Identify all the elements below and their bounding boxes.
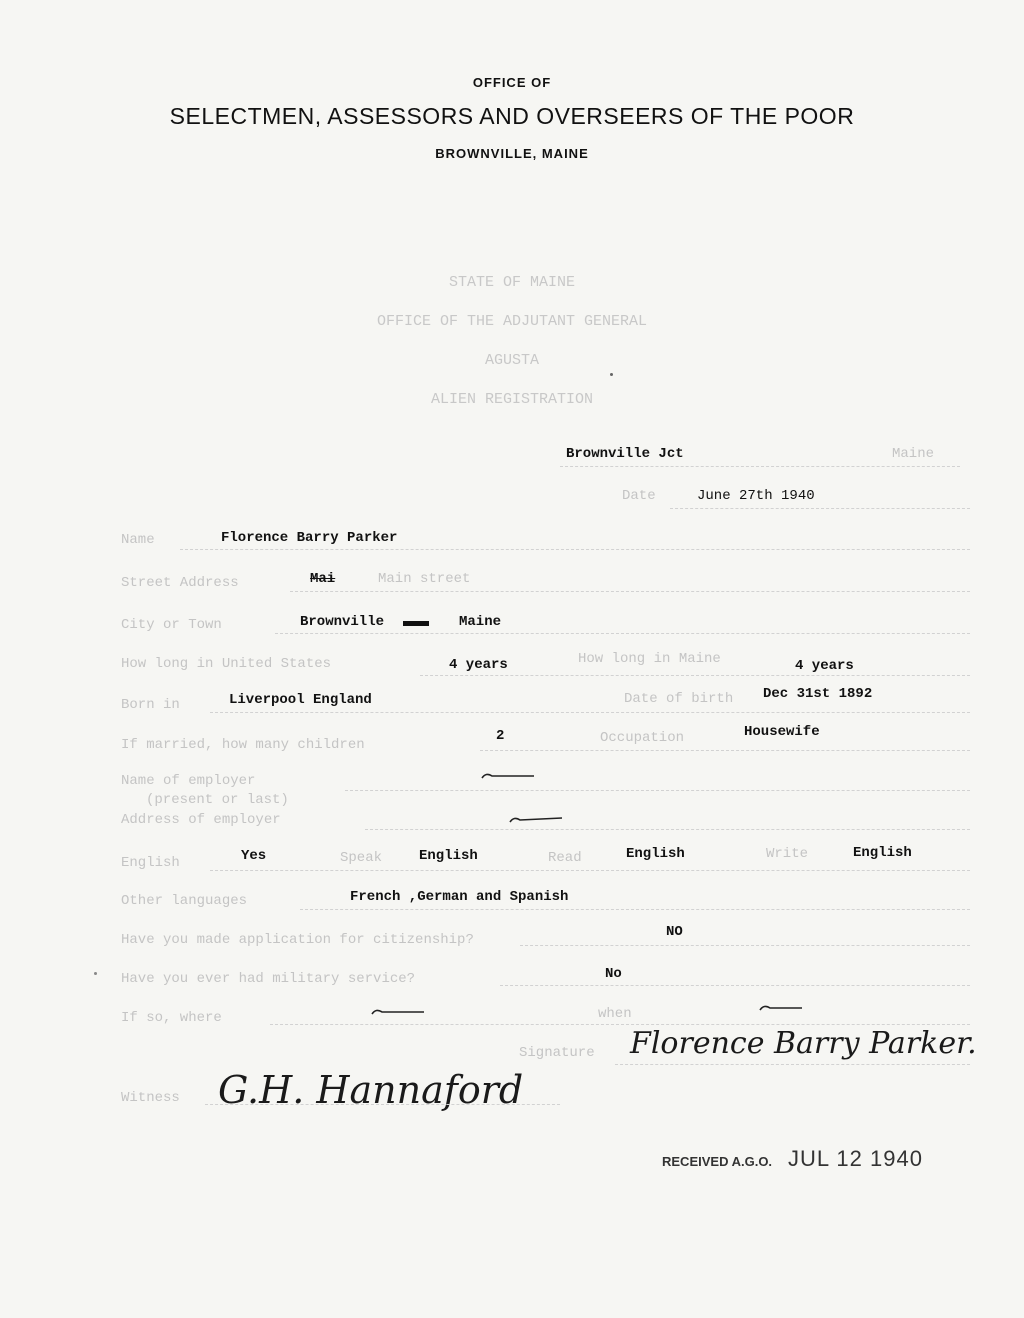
other-languages-label: Other languages: [121, 893, 248, 909]
employer-address-dash-mark: [506, 812, 566, 828]
military-line: [500, 985, 970, 986]
name-value: Florence Barry Parker: [221, 530, 398, 546]
born-line: [210, 712, 970, 713]
where-line: [270, 1024, 970, 1025]
letterhead-title: SELECTMEN, ASSESSORS AND OVERSEERS OF THE POOR: [169, 103, 855, 129]
employer-address-line: [365, 829, 970, 830]
employer-label: Name of employer: [121, 773, 256, 789]
city-value: Brownville: [300, 614, 385, 630]
dob-label: Date of birth: [624, 691, 734, 707]
date-label: Date: [622, 488, 656, 504]
other-languages-line: [300, 909, 970, 910]
place-line: [560, 466, 960, 467]
occupation-value: Housewife: [744, 724, 820, 740]
received-stamp-date: JUL 12 1940: [788, 1146, 923, 1171]
other-languages-value: French ,German and Spanish: [350, 889, 569, 905]
ghost-header-registration: ALIEN REGISTRATION: [430, 391, 594, 408]
military-label: Have you ever had military service?: [121, 971, 416, 987]
children-label: If married, how many children: [121, 737, 365, 753]
letterhead-location: BROWNVILLE, MAINE: [435, 146, 589, 161]
witness-label: Witness: [121, 1090, 180, 1106]
date-line: [670, 508, 970, 509]
place-state-label: Maine: [892, 446, 935, 462]
if-so-where-label: If so, where: [121, 1010, 222, 1026]
letterhead-office-of: OFFICE OF: [472, 75, 552, 90]
employer-address-label: Address of employer: [121, 812, 281, 828]
read-value: English: [626, 846, 685, 862]
write-value: English: [853, 845, 912, 861]
name-label: Name: [121, 532, 155, 548]
occupation-label: Occupation: [600, 730, 685, 746]
ghost-header-state: STATE OF MAINE: [448, 274, 576, 291]
children-line: [480, 750, 970, 751]
born-in-value: Liverpool England: [229, 692, 372, 708]
born-in-label: Born in: [121, 697, 180, 713]
how-long-us-label: How long in United States: [121, 656, 332, 672]
how-long-maine-value: 4 years: [795, 658, 854, 674]
witness-line: [205, 1104, 560, 1105]
ghost-header-office: OFFICE OF THE ADJUTANT GENERAL: [376, 313, 648, 330]
place-value: Brownville Jct: [566, 446, 684, 462]
language-line: [210, 870, 970, 871]
paper-speck: [94, 972, 97, 975]
citizenship-label: Have you made application for citizenship?: [121, 932, 474, 948]
citizenship-line: [520, 945, 970, 946]
paper-speck: [610, 373, 613, 376]
street-label: Street Address: [121, 575, 239, 591]
signature-line: [615, 1064, 970, 1065]
street-value: Main street: [378, 571, 471, 587]
how-long-us-value: 4 years: [449, 657, 508, 673]
citizenship-value: NO: [666, 924, 683, 940]
received-stamp-label: RECEIVED A.G.O.: [662, 1154, 773, 1169]
employer-dash-mark: [478, 768, 538, 784]
street-struck-value: Mai: [310, 571, 336, 587]
dob-value: Dec 31st 1892: [763, 686, 873, 702]
street-line: [290, 591, 970, 592]
english-label: English: [121, 855, 180, 871]
write-label: Write: [766, 846, 809, 862]
children-value: 2: [496, 728, 505, 744]
date-value: June 27th 1940: [697, 488, 815, 504]
name-line: [180, 549, 970, 550]
employer-label-sub: (present or last): [146, 792, 289, 808]
when-dash-mark: [756, 1000, 806, 1016]
city-line: [275, 633, 970, 634]
signature-label: Signature: [519, 1045, 595, 1061]
read-label: Read: [548, 850, 582, 866]
city-state-value: Maine: [459, 614, 502, 630]
ghost-header-city: AGUSTA: [484, 352, 539, 369]
signature-value: Florence Barry Parker.: [630, 1026, 977, 1061]
city-label: City or Town: [121, 617, 222, 633]
when-label: when: [598, 1006, 632, 1022]
employer-line: [345, 790, 970, 791]
speak-label: Speak: [340, 850, 383, 866]
witness-signature: G.H. Hannaford: [218, 1068, 524, 1112]
military-value: No: [605, 966, 622, 982]
english-value: Yes: [241, 848, 267, 864]
how-long-maine-label: How long in Maine: [578, 651, 721, 667]
city-strikeout-mark: [403, 621, 429, 626]
how-long-line: [420, 675, 970, 676]
speak-value: English: [419, 848, 478, 864]
where-dash-mark: [368, 1004, 428, 1020]
